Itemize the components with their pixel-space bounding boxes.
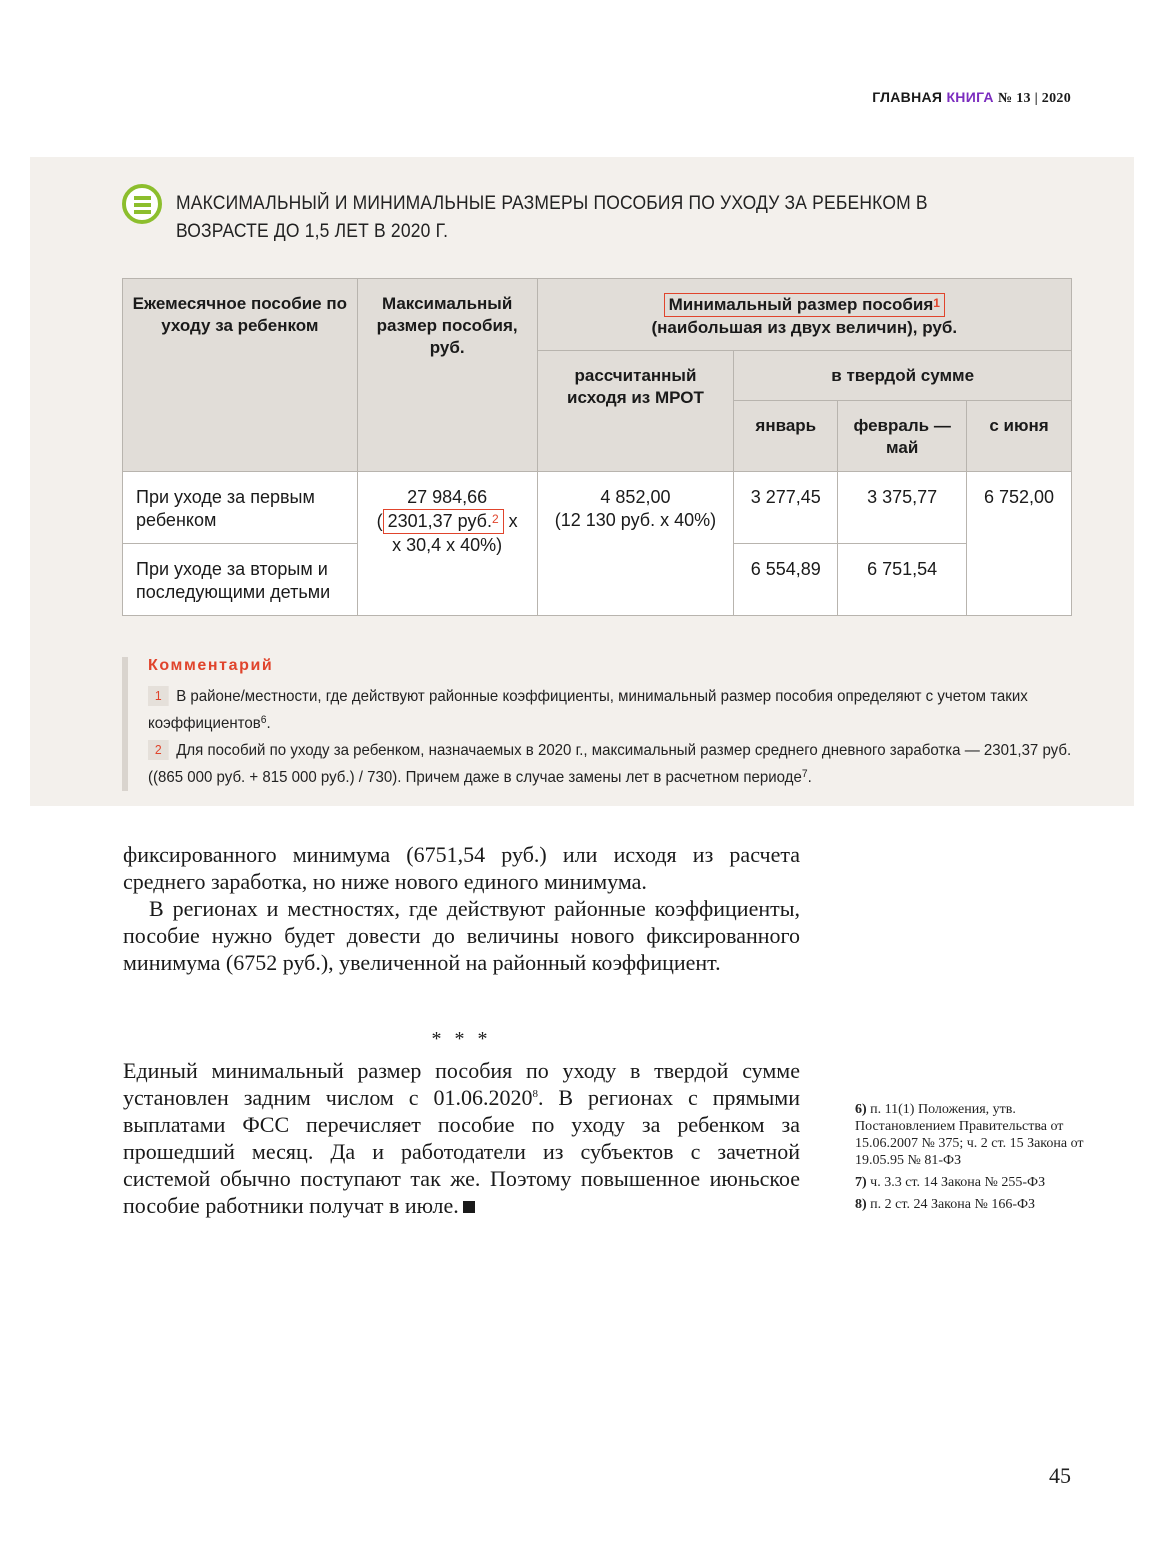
comment-item [148,737,1088,791]
january-value: 6 554,89 [734,544,838,616]
comment-number: 2 [148,740,169,760]
mrot-cell [537,472,734,616]
june-value: 6 752,00 [967,472,1072,616]
header-benefit-type: Ежемесячное пособие по уходу за ребенком [123,279,358,472]
header-mrot: рассчитанный исходя из МРОТ [537,351,734,472]
info-box [30,157,1134,806]
footnote-number: 8) [855,1197,867,1212]
article-text-2 [123,1057,800,1219]
footnote-number: 6) [855,1102,867,1117]
footnote-ref: 8 [532,1088,538,1100]
header-feb-may: февраль — май [838,401,967,472]
section-separator: * * * [431,1028,492,1050]
min-size-sublabel: (наибольшая из двух величин), руб. [651,318,958,337]
brand-accent: КНИГА [946,89,994,105]
row-label: При уходе за первым ребенком [123,472,358,544]
comment-block [122,657,1082,791]
footnote-text: п. 2 ст. 24 Закона № 166-ФЗ [870,1197,1036,1212]
comment-tail: . [807,769,812,786]
note-ref-2: 2 [491,512,499,526]
footnote-ref: 7 [801,768,808,780]
footnotes [855,1101,1085,1218]
header-fixed: в твердой сумме [734,351,1072,401]
header-min-size [537,279,1071,351]
box-title: МАКСИМАЛЬНЫЙ И МИНИМАЛЬНЫЕ РАЗМЕРЫ ПОСОБИЯ ПО УХОДУ ЗА РЕБЕНКОМ В ВОЗРАСТЕ ДО 1,5 ЛЕТ В 2020 Г. [176,193,928,242]
feb-may-value: 6 751,54 [838,544,967,616]
formula-mult: х [508,511,518,531]
formula-open: ( [376,511,383,531]
comment-tail: . [266,715,271,732]
footnote-number: 7) [855,1175,867,1190]
paragraph: фиксированного минимума (6751,54 руб.) или исходя из расчета среднего заработка, но ниже нового единого минимума. [123,842,800,894]
min-size-highlight [664,293,945,317]
benefits-table [122,278,1072,616]
mrot-value: 4 852,00 [600,487,671,507]
comment-text: Для пособий по уходу за ребенком, назначаемых в 2020 г., максимальный размер среднего дневного заработка — 2301,37 руб. ((865 000 руб. + 815 000 руб.) / 730). Причем даже в случае замены лет в расчетном периоде [148,742,1072,786]
row-label: При уходе за вторым и последующими детьми [123,544,358,616]
end-mark-icon [463,1201,475,1213]
daily-earnings: 2301,37 руб. [387,511,492,531]
note-ref-1: 1 [933,296,940,310]
feb-may-value: 3 375,77 [838,472,967,544]
page-number: 45 [1049,1463,1071,1488]
footnote [855,1174,1085,1191]
issue-number: № 13 | 2020 [998,91,1071,106]
footnote [855,1101,1085,1169]
paragraph-end: . В регионах с прямыми выплатами ФСС перечисляет пособие по уходу за ребенком за прошедший месяц. Да и работодатели из субъектов с зачетной системой обычно поступают так же. Поэтому повышенное июньское пособие работники получат в июле. [123,1085,800,1218]
paragraph: В регионах и местностях, где действуют районные коэффициенты, пособие нужно будет довести до величины нового фиксированного минимума (6752 руб.), увеличенной на районный коэффициент. [123,896,800,975]
comment-item [148,683,1088,737]
formula-line2: х 30,4 х 40%) [392,535,503,555]
header-january: январь [734,401,838,472]
daily-earnings-highlight [383,509,504,534]
max-value: 27 984,66 [407,487,488,507]
header-max-size: Максимальный размер пособия, руб. [357,279,537,472]
masthead [872,89,1071,107]
table-list-icon [122,184,162,224]
footnote-ref: 6 [260,714,267,726]
comment-title: Комментарий [148,657,274,674]
min-size-label: Минимальный размер пособия [668,295,934,314]
article-text-1 [123,841,800,976]
footnote [855,1196,1085,1213]
max-size-cell [357,472,537,616]
footnote-text: ч. 3.3 ст. 14 Закона № 255-ФЗ [870,1175,1046,1190]
comment-number: 1 [148,686,169,706]
header-june: с июня [967,401,1072,472]
comment-text: В районе/местности, где действуют районные коэффициенты, минимальный размер пособия определяют с учетом таких коэффициентов [148,688,1028,732]
paragraph-start: Единый минимальный размер пособия по уходу в твердой сумме установлен задним числом с 01.06.2020 [123,1058,800,1110]
january-value: 3 277,45 [734,472,838,544]
footnote-text: п. 11(1) Положения, утв. Постановлением Правительства от 15.06.2007 № 375; ч. 2 ст. 15 Закона от 19.05.95 № 81-ФЗ [855,1102,1084,1168]
brand-main: ГЛАВНАЯ [872,89,943,105]
mrot-formula: (12 130 руб. х 40%) [554,510,717,530]
